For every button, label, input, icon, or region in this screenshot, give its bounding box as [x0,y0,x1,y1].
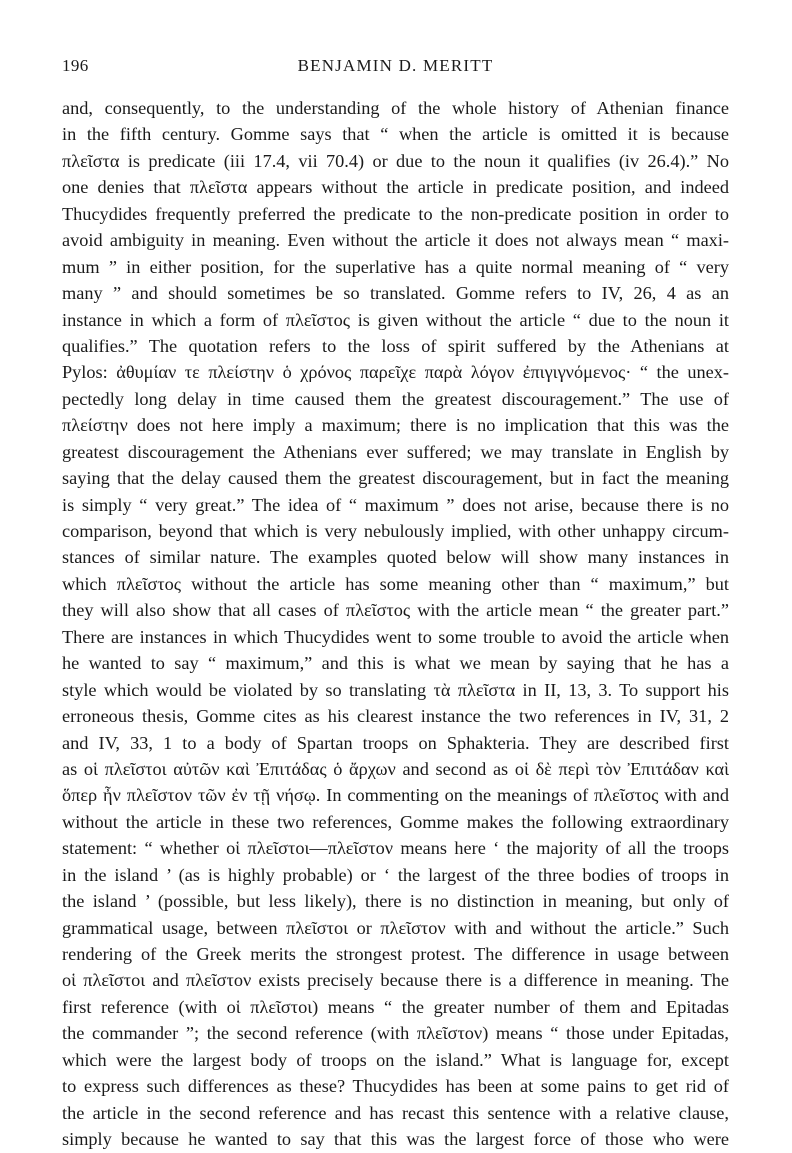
text-line: first reference (with οἱ πλεῖστοι) means “ the greater number of them and Epitadas [62,996,729,1017]
text-line: and IV, 33, 1 to a body of Spartan troops on Sphakteria. They are described first [62,732,729,753]
text-line: as οἱ πλεῖστοι αὐτῶν καὶ Ἐπιτάδας ὁ ἄρχων and second as οἱ δὲ περὶ τὸν Ἐπιτάδαν καὶ [62,758,729,779]
text-line: is simply “ very great.” The idea of “ maximum ” does not arise, because there is no [62,494,729,515]
text-line: stances of similar nature. The examples quoted below will show many instances in [62,547,729,568]
text-line: There are instances in which Thucydides went to some trouble to avoid the article when [62,626,729,647]
text-line: erroneous thesis, Gomme cites as his clearest instance the two references in IV, 31, 2 [62,706,729,727]
text-line: style which would be violated by so translating τὰ πλεῖστα in II, 13, 3. To support his [62,679,729,700]
text-line: the island ’ (possible, but less likely), there is no distinction in meaning, but only of [62,891,729,912]
running-head [62,52,729,80]
text-line: one denies that πλεῖστα appears without the article in predicate position, and indeed [62,177,729,198]
text-line: ὅπερ ἦν πλεῖστον τῶν ἐν τῇ νήσῳ. In commenting on the meanings of πλεῖστος with and [62,785,729,806]
text-line: which were the largest body of troops on the island.” What is language for, except [62,1049,729,1070]
text-line: qualifies.” The quotation refers to the loss of spirit suffered by the Athenians at [62,335,729,356]
text-line: avoid ambiguity in meaning. Even without the article it does not always mean “ maxi- [62,230,729,251]
text-line: mum ” in either position, for the superlative has a quite normal meaning of “ very [62,256,729,277]
text-line: in the fifth century. Gomme says that “ when the article is omitted it is because [62,124,729,145]
text-line: they will also show that all cases of πλεῖστος with the article mean “ the greater part.” [62,600,729,621]
text-line: πλείστην does not here imply a maximum; there is no implication that this was the [62,415,729,436]
page-number: 196 [62,56,89,75]
text-line: instance in which a form of πλεῖστος is given without the article “ due to the noun it [62,309,729,330]
text-line: he wanted to say “ maximum,” and this is what we mean by saying that he has a [62,653,729,674]
text-line: simply because he wanted to say that this was the largest force of those who were [62,1129,729,1150]
text-line: οἱ πλεῖστοι and πλεῖστον exists precisely because there is a difference in meaning. The [62,970,729,991]
text-line: Thucydides frequently preferred the predicate to the non-predicate position in order to [62,203,729,224]
text-line: saying that the delay caused them the greatest discouragement, but in fact the meaning [62,468,729,489]
text-line: comparison, beyond that which is very nebulously implied, with other unhappy circum- [62,521,729,541]
text-line: without the article in these two references, Gomme makes the following extraordinary [62,811,729,832]
text-line: and, consequently, to the understanding of the whole history of Athenian finance [62,98,729,118]
text-line: Pylos: ἀθυμίαν τε πλείστην ὁ χρόνος παρεῖχε παρὰ λόγον ἐπιγιγνόμενος· “ the unex- [62,362,729,383]
text-line: the commander ”; the second reference (with πλεῖστον) means “ those under Epitadas, [62,1023,729,1044]
text-line: in the island ’ (as is highly probable) or ‘ the largest of the three bodies of troops in [62,864,729,885]
text-line: pectedly long delay in time caused them the greatest discouragement.” The use of [62,388,729,409]
text-line: πλεῖστα is predicate (iii 17.4, vii 70.4) or due to the noun it qualifies (iv 26.4).” No [62,150,729,171]
text-line: to express such differences as these? Thucydides has been at some pains to get rid of [62,1076,729,1097]
text-line: grammatical usage, between πλεῖστοι or πλεῖστον with and without the article.” Such [62,917,729,938]
text-line: the article in the second reference and has recast this sentence with a relative clause, [62,1102,729,1123]
page [62,52,729,1153]
text-line: which πλεῖστος without the article has some meaning other than “ maximum,” but [62,573,729,594]
body-text [62,95,729,1153]
text-line: many ” and should sometimes be so translated. Gomme refers to IV, 26, 4 as an [62,283,729,304]
running-title: BENJAMIN D. MERITT [297,56,494,75]
text-line: rendering of the Greek merits the strongest protest. The difference in usage between [62,944,729,964]
text-line: statement: “ whether οἱ πλεῖστοι—πλεῖστον means here ‘ the majority of all the troops [62,838,729,859]
text-line: greatest discouragement the Athenians ever suffered; we may translate in English by [62,441,729,462]
